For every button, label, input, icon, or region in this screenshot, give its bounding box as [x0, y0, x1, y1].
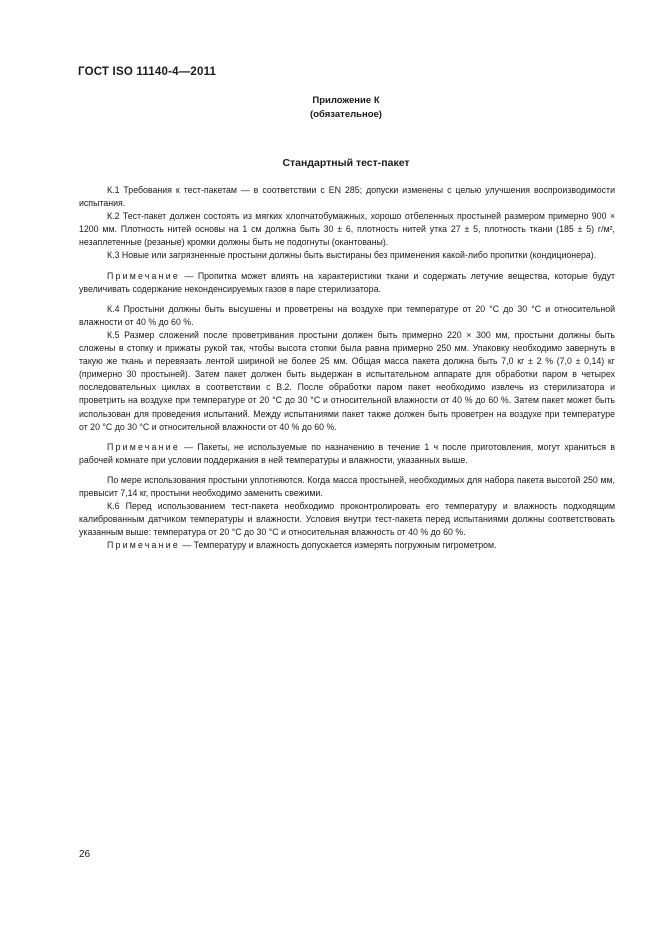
annex-heading — [200, 94, 492, 122]
paragraph-k1: К.1 Требования к тест-пакетам — в соответствии с EN 285; допуски изменены с целью улучшения воспроизводимости испытания. — [79, 185, 615, 209]
annex-title: Приложение К — [312, 95, 380, 106]
paragraph-usage: По мере использования простыни уплотняются. Когда масса простыней, необходимых для набора пакета высотой 250 мм, превысит 7,14 кг, простыни необходимо заменить свежими. — [79, 474, 615, 498]
note-2 — [79, 441, 615, 467]
note-3 — [79, 539, 615, 552]
document-header: ГОСТ ISO 11140-4—2011 — [78, 66, 217, 78]
paragraph-k3: К.3 Новые или загрязненные простыни должны быть выстираны без применения какой-либо пропитки (кондиционера). — [107, 250, 597, 261]
note-text: — Температуру и влажность допускается измерять погружным гигрометром. — [179, 540, 497, 551]
note-label: Примечание — [107, 540, 180, 551]
paragraph-k4: К.4 Простыни должны быть высушены и проветрены на воздухе при температуре от 20 °С до 30 °С и относительной влажности от 40 % до 60 %. — [79, 303, 615, 327]
note-text: — Пропитка может влиять на характеристики ткани и содержать летучие вещества, которые будут увеличивать содержание неконденсируемых газов в паре стерилизатора. — [79, 270, 615, 294]
paragraph-k5: К.5 Размер сложений после проветривания простыни должен быть примерно 220 × 300 мм, простыни должны быть сложены в стопку и прижаты рукой так, чтобы высота стопки была равна примерно 250 мм. Упаковку необходимо завернуть в такую же ткань и перевязать лентой шириной не более 25 мм. Общая масса пакета должна быть 7,0 кг ± 2 % (7,0 ± 0,14) кг (примерно 30 простыней). Затем пакет должен быть выдержан в испытательном аппарате для обработки паром в четырех последовательных циклах в соответствии с В.2. После обработки паром пакет необходимо извлечь из стерилизатора и проветрить на воздухе при температуре от 20 °С до 30 °С и относительной влажности от 40 % до 60 %. Затем пакет может быть использован для проведения испытаний. Между испытаниями пакет также должен быть проветрен на воздухе при температуре от 20 °С до 30 °С и относительной влажности от 40 % до 60 %. — [79, 329, 615, 432]
paragraph-k2: К.2 Тест-пакет должен состоять из мягких хлопчатобумажных, хорошо отбеленных простыней размером примерно 900 × 1200 мм. Плотность нитей основы на 1 см должна быть 30 ± 6, плотность нитей утка 27 ± 5, плотность ткани (185 ± 5) г/м², незаплетенные (резаные) кромки должны быть не подогнуты (окантованы). — [79, 211, 615, 248]
note-label: Примечание — [107, 270, 180, 281]
note-text: — Пакеты, не используемые по назначению в течение 1 ч после приготовления, могут храниться в рабочей комнате при условии поддержания в ней температуры и влажности, указанных выше. — [79, 441, 615, 465]
page-number: 26 — [79, 849, 91, 860]
section-title: Стандартный тест-пакет — [282, 157, 410, 169]
body-text — [79, 184, 615, 552]
paragraph-k6: К.6 Перед использованием тест-пакета необходимо проконтролировать его температуру и влажность подходящим калиброванным датчиком температуры и влажности. Условия внутри тест-пакета перед испытаниями должны соответствовать указанным выше: температура от 20 °С до 30 °С и относительная влажность от 40 % до 60 %. — [79, 501, 615, 538]
annex-status: (обязательное) — [310, 109, 382, 120]
note-label: Примечание — [107, 441, 180, 452]
note-1 — [79, 270, 615, 296]
